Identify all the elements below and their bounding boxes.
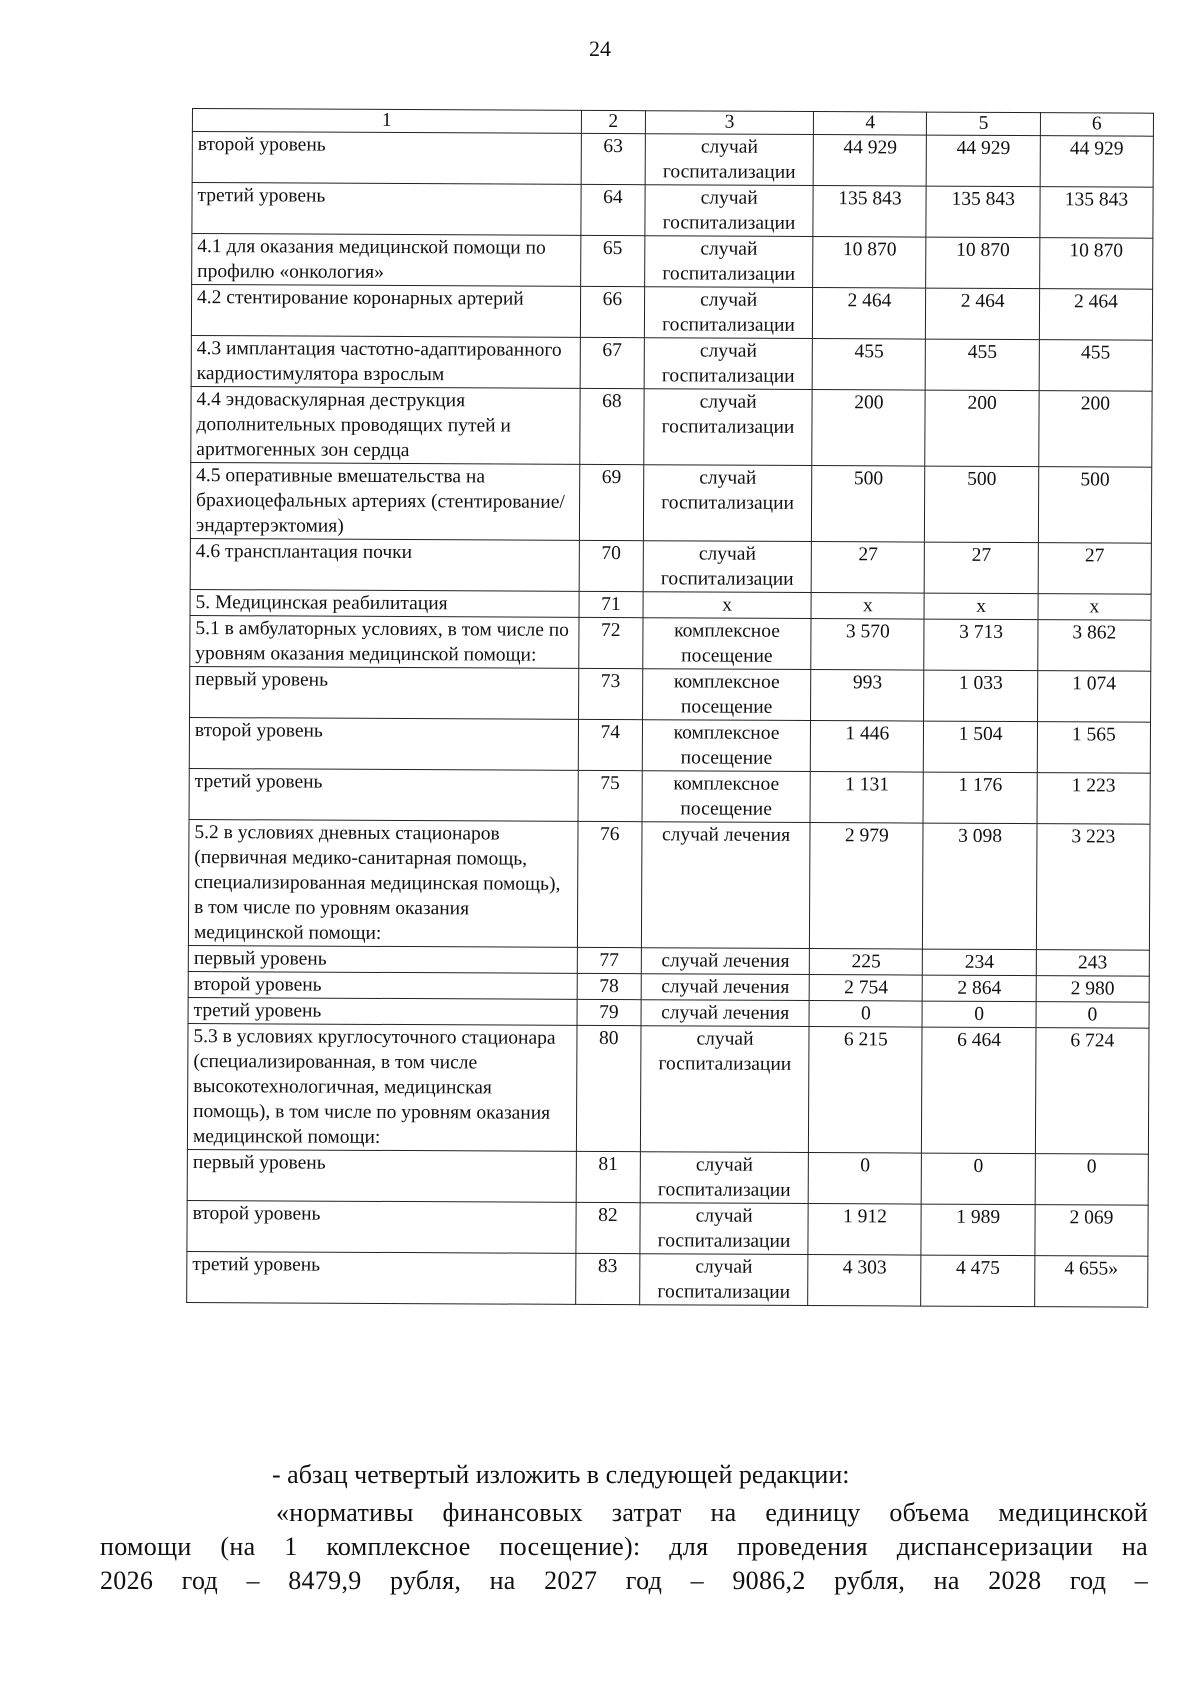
value-2026: 500 xyxy=(812,466,926,543)
unit-cell: случай госпитализации xyxy=(643,541,812,593)
row-label: 5.1 в амбулаторных условиях, в том числе по уровням оказания медицинской помощи: xyxy=(190,615,579,668)
value-2026: 3 570 xyxy=(811,619,924,671)
row-label: второй уровень xyxy=(188,971,577,999)
value-2027: 455 xyxy=(926,339,1039,391)
value-2028: 1 565 xyxy=(1037,722,1151,774)
value-2027: 234 xyxy=(923,949,1036,976)
unit-cell: случай лечения xyxy=(641,822,810,949)
row-code: 68 xyxy=(579,388,644,464)
value-2027: 1 504 xyxy=(924,721,1037,773)
table-row xyxy=(191,285,1152,341)
value-2027: 1 989 xyxy=(921,1204,1034,1256)
value-2028: 1 223 xyxy=(1037,773,1151,825)
value-2026: 1 912 xyxy=(808,1204,921,1256)
amendment-text-line: 2026 год – 8479,9 рубля, на 2027 год – 9086,2 рубля, на 2028 год – xyxy=(100,1566,1148,1595)
value-2026: 455 xyxy=(812,339,925,391)
value-2026: 993 xyxy=(811,670,924,722)
row-label: третий уровень xyxy=(192,183,581,236)
table-row xyxy=(187,1200,1148,1256)
value-2028: 3 223 xyxy=(1036,824,1150,951)
value-2028: 455 xyxy=(1039,340,1153,392)
table-row xyxy=(190,615,1151,671)
table-row xyxy=(187,1023,1149,1154)
row-code: 70 xyxy=(579,540,644,591)
value-2026: 1 446 xyxy=(811,721,924,773)
value-2028: 3 862 xyxy=(1037,620,1151,672)
row-label: 4.1 для оказания медицинской помощи по профилю «онкология» xyxy=(192,234,581,287)
value-2027: 200 xyxy=(925,390,1039,467)
row-code: 63 xyxy=(581,133,646,184)
table-body xyxy=(187,109,1154,1308)
amendment-text-line: помощи (на 1 комплексное посещение): для проведения диспансеризации на xyxy=(100,1532,1148,1561)
table-row xyxy=(192,132,1153,188)
row-code: 71 xyxy=(579,591,643,617)
value-2028: 0 xyxy=(1035,1154,1149,1206)
table-row xyxy=(188,819,1150,950)
row-label: 5. Медицинская реабилитация xyxy=(190,589,579,617)
row-label: 4.5 оперативные вмешательства на брахиоцефальных артериях (стентирование/эндартерэктомия) xyxy=(190,462,579,540)
value-2027: 27 xyxy=(925,542,1038,594)
unit-cell: комплексное посещение xyxy=(643,618,812,670)
normatives-table xyxy=(186,108,1154,1308)
table-row xyxy=(189,717,1150,773)
row-code: 83 xyxy=(575,1253,640,1304)
value-2028: 1 074 xyxy=(1037,671,1151,723)
unit-cell: случай госпитализации xyxy=(644,287,813,339)
row-label: 4.6 трансплантация почки xyxy=(190,538,579,591)
value-2028: 2 069 xyxy=(1035,1205,1149,1257)
table-row xyxy=(192,183,1153,239)
table-row xyxy=(187,1251,1148,1307)
value-2026: 2 754 xyxy=(809,975,922,1002)
row-code: 78 xyxy=(577,973,641,999)
unit-cell: случай лечения xyxy=(641,974,809,1001)
row-label: третий уровень xyxy=(187,1251,576,1304)
value-2027: 500 xyxy=(925,466,1039,543)
table-row xyxy=(191,386,1152,467)
row-label: третий уровень xyxy=(188,997,577,1025)
value-2028: х xyxy=(1038,594,1151,621)
value-2028: 4 655» xyxy=(1034,1256,1148,1308)
unit-cell: случай госпитализации xyxy=(644,389,813,466)
value-2026: х xyxy=(811,593,924,620)
unit-cell: случай госпитализации xyxy=(640,1152,809,1204)
value-2028: 500 xyxy=(1038,467,1152,544)
value-2026: 135 843 xyxy=(813,186,926,238)
row-label: второй уровень xyxy=(187,1200,576,1253)
header-cell: 1 xyxy=(192,109,581,134)
row-label: второй уровень xyxy=(189,717,578,770)
row-label: 4.2 стентирование коронарных артерий xyxy=(191,285,580,338)
unit-cell: х xyxy=(643,592,811,619)
value-2028: 2 464 xyxy=(1039,289,1153,341)
value-2027: 1 033 xyxy=(924,670,1037,722)
table-row xyxy=(189,768,1150,824)
value-2028: 27 xyxy=(1038,543,1152,595)
unit-cell: комплексное посещение xyxy=(642,771,811,823)
row-code: 79 xyxy=(577,999,641,1025)
table-row xyxy=(191,335,1152,391)
unit-cell: случай госпитализации xyxy=(645,236,814,288)
value-2028: 0 xyxy=(1036,1002,1149,1029)
value-2026: 0 xyxy=(809,1001,922,1028)
header-cell: 2 xyxy=(581,110,645,133)
unit-cell: случай госпитализации xyxy=(643,465,812,542)
value-2027: 2 864 xyxy=(923,975,1036,1002)
table-row xyxy=(187,1149,1148,1205)
page-number: 24 xyxy=(589,36,611,61)
value-2028: 2 980 xyxy=(1036,976,1149,1003)
value-2027: х xyxy=(924,593,1037,620)
row-code: 74 xyxy=(578,719,643,770)
value-2027: 1 176 xyxy=(923,772,1036,824)
row-code: 73 xyxy=(578,668,643,719)
row-label: 5.3 в условиях круглосуточного стационара (специализированная, в том числе высокотехнологичная, медицинская помощь), в том числе по уровням оказания медицинской помощи: xyxy=(187,1023,576,1151)
header-cell: 6 xyxy=(1040,113,1153,137)
unit-cell: комплексное посещение xyxy=(642,669,811,721)
row-label: первый уровень xyxy=(187,1149,576,1202)
row-code: 69 xyxy=(579,464,644,540)
table-row xyxy=(192,234,1153,290)
value-2028: 243 xyxy=(1036,950,1149,977)
row-label: 4.3 имплантация частотно-адаптированного кардиостимулятора взрослым xyxy=(191,335,580,388)
value-2027: 4 475 xyxy=(921,1255,1034,1307)
amendment-text-line: «нормативы финансовых затрат на единицу объема медицинской xyxy=(276,1498,1148,1527)
table-row xyxy=(190,666,1151,722)
value-2028: 135 843 xyxy=(1040,187,1154,239)
table-row xyxy=(190,538,1151,594)
value-2027: 2 464 xyxy=(926,288,1039,340)
unit-cell: случай госпитализации xyxy=(644,338,813,390)
value-2026: 4 303 xyxy=(808,1255,921,1307)
value-2027: 3 098 xyxy=(923,823,1037,950)
value-2026: 1 131 xyxy=(810,772,923,824)
value-2026: 44 929 xyxy=(813,135,926,187)
row-code: 72 xyxy=(578,617,643,668)
header-cell: 3 xyxy=(645,111,813,135)
value-2028: 10 870 xyxy=(1039,238,1153,290)
row-code: 76 xyxy=(577,821,642,947)
amendment-instruction: - абзац четвертый изложить в следующей редакции: xyxy=(272,1460,850,1489)
unit-cell: случай госпитализации xyxy=(645,185,814,237)
row-label: второй уровень xyxy=(192,132,581,185)
row-label: 5.2 в условиях дневных стационаров (первичная медико-санитарная помощь, специализированная медицинская помощь), в том числе по уровням оказания медицинской помощи: xyxy=(188,819,577,947)
unit-cell: случай госпитализации xyxy=(640,1203,809,1255)
value-2027: 135 843 xyxy=(926,186,1039,238)
value-2027: 0 xyxy=(922,1153,1035,1205)
value-2026: 200 xyxy=(812,390,926,467)
value-2026: 225 xyxy=(810,949,923,976)
table-row xyxy=(190,462,1151,543)
value-2027: 0 xyxy=(923,1001,1036,1028)
amendment-text xyxy=(100,1496,1148,1598)
value-2027: 6 464 xyxy=(922,1027,1036,1154)
unit-cell: комплексное посещение xyxy=(642,720,811,772)
row-code: 75 xyxy=(578,770,643,821)
row-label: третий уровень xyxy=(189,768,578,821)
unit-cell: случай госпитализации xyxy=(640,1254,809,1306)
row-code: 81 xyxy=(576,1151,641,1202)
header-cell: 5 xyxy=(927,112,1040,136)
row-label: первый уровень xyxy=(188,945,577,973)
value-2026: 10 870 xyxy=(813,237,926,289)
unit-cell: случай лечения xyxy=(641,948,809,975)
value-2026: 0 xyxy=(808,1153,921,1205)
row-code: 82 xyxy=(576,1202,641,1253)
unit-cell: случай госпитализации xyxy=(640,1026,809,1153)
value-2026: 27 xyxy=(811,542,924,594)
header-cell: 4 xyxy=(814,112,927,136)
row-label: 4.4 эндоваскулярная деструкция дополнительных проводящих путей и аритмогенных зон сердца xyxy=(191,386,580,464)
value-2027: 44 929 xyxy=(927,135,1040,187)
value-2027: 3 713 xyxy=(924,619,1037,671)
row-label: первый уровень xyxy=(190,666,579,719)
value-2027: 10 870 xyxy=(926,237,1039,289)
value-2028: 44 929 xyxy=(1040,136,1154,188)
unit-cell: случай госпитализации xyxy=(645,134,814,186)
row-code: 77 xyxy=(577,947,641,973)
row-code: 64 xyxy=(581,184,646,235)
unit-cell: случай лечения xyxy=(641,1000,809,1027)
value-2026: 6 215 xyxy=(809,1027,923,1154)
value-2026: 2 464 xyxy=(813,288,926,340)
value-2028: 6 724 xyxy=(1035,1028,1149,1155)
value-2026: 2 979 xyxy=(810,823,924,950)
table-row xyxy=(190,589,1151,620)
row-code: 65 xyxy=(580,235,645,286)
value-2028: 200 xyxy=(1038,391,1152,468)
row-code: 66 xyxy=(580,286,645,337)
row-code: 80 xyxy=(576,1025,641,1151)
row-code: 67 xyxy=(580,337,645,388)
